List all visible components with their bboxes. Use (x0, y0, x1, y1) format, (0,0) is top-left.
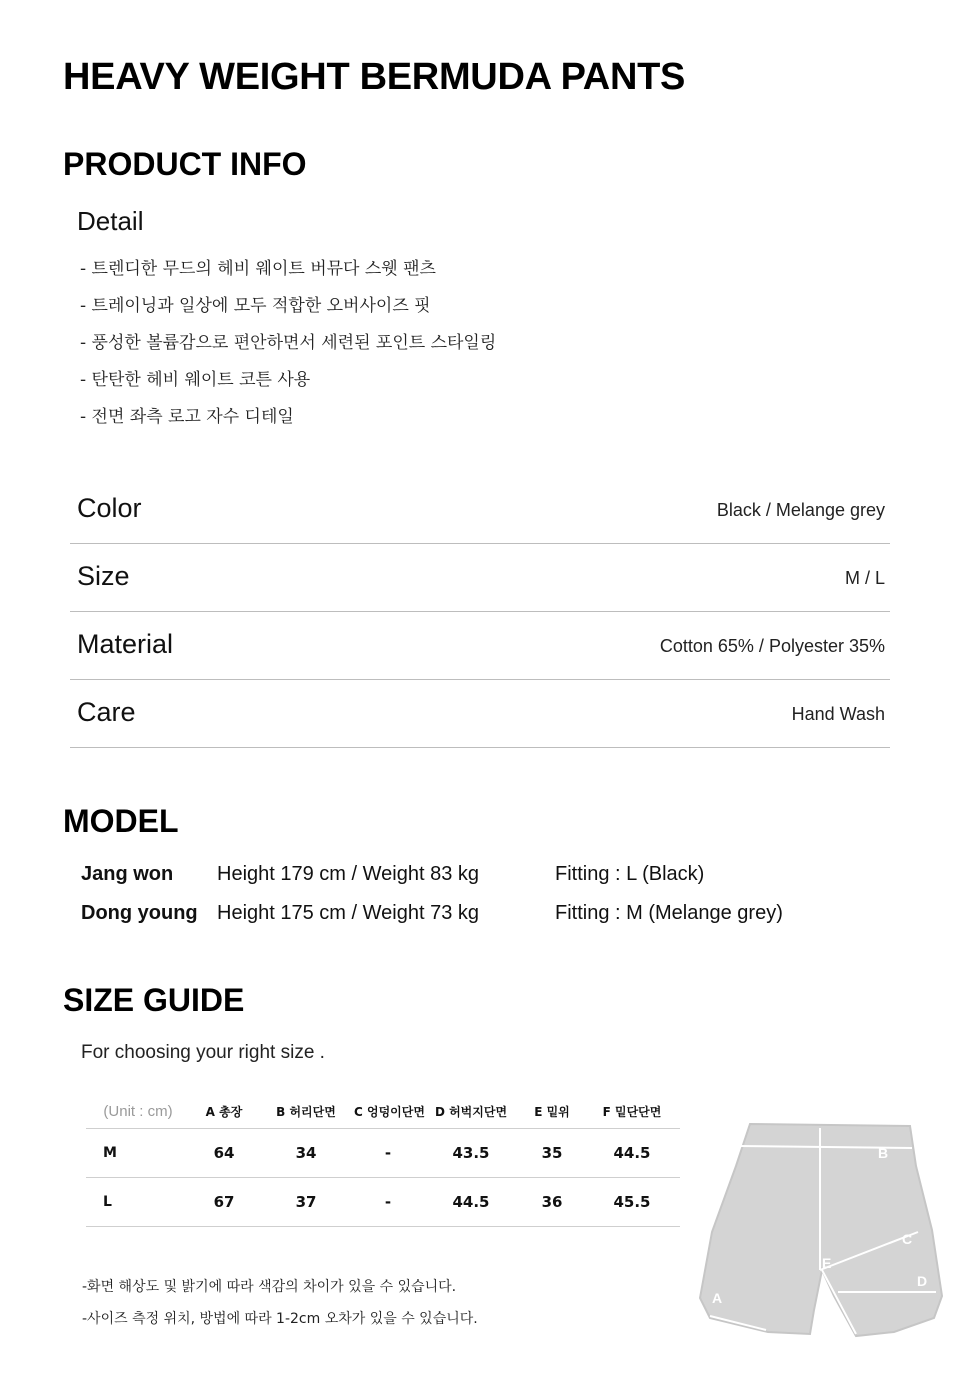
spec-row-size (70, 544, 890, 612)
diagram-label-d: D (917, 1273, 928, 1289)
spec-row-color (70, 476, 890, 544)
spec-row-material (70, 612, 890, 680)
spec-table (70, 476, 890, 748)
column-header: E 밑위 (520, 1094, 584, 1129)
model-fitting: Fitting : M (Melange grey) (555, 902, 783, 924)
model-name: Jang won (81, 863, 174, 885)
model-list (80, 860, 840, 938)
column-header: A 총장 (190, 1094, 258, 1129)
table-cell: 36 (520, 1178, 584, 1227)
detail-item: - 풍성한 볼륨감으로 편안하면서 세련된 포인트 스타일링 (80, 333, 497, 353)
table-cell: 35 (520, 1129, 584, 1178)
product-info-heading: PRODUCT INFO (63, 146, 307, 182)
diagram-label-c: C (902, 1231, 913, 1247)
table-cell: 45.5 (584, 1178, 680, 1227)
diagram-label-f: F (828, 1311, 837, 1327)
detail-item: - 전면 좌측 로고 자수 디테일 (80, 407, 294, 427)
table-cell: 67 (190, 1178, 258, 1227)
table-cell: 44.5 (422, 1178, 520, 1227)
table-cell: 43.5 (422, 1129, 520, 1178)
detail-item: - 탄탄한 헤비 웨이트 코튼 사용 (80, 370, 311, 390)
model-row (80, 899, 840, 938)
table-cell: - (354, 1129, 422, 1178)
table-cell: - (354, 1178, 422, 1227)
detail-heading: Detail (77, 206, 144, 236)
spec-label: Material (77, 629, 174, 659)
spec-row-care (70, 680, 890, 748)
size-notes (82, 1274, 478, 1338)
column-header: B 허리단면 (258, 1094, 354, 1129)
size-table (86, 1094, 680, 1227)
spec-value: Black / Melange grey (716, 500, 885, 520)
diagram-label-e: E (822, 1255, 832, 1271)
spec-value: Cotton 65% / Polyester 35% (659, 636, 885, 656)
table-cell: 37 (258, 1178, 354, 1227)
detail-item: - 트렌디한 무드의 헤비 웨이트 버뮤다 스웻 팬츠 (80, 259, 436, 279)
column-header: F 밑단단면 (584, 1094, 680, 1129)
table-row (86, 1129, 680, 1178)
table-cell: 64 (190, 1129, 258, 1178)
spec-label: Care (77, 697, 136, 727)
detail-list (80, 256, 496, 441)
note-item: -화면 해상도 및 밝기에 따라 색감의 차이가 있을 수 있습니다. (82, 1279, 457, 1295)
spec-label: Color (77, 493, 142, 523)
column-header: D 허벅지단면 (422, 1094, 520, 1129)
size-label: M (86, 1129, 190, 1178)
diagram-label-b: B (878, 1145, 889, 1161)
table-cell: 44.5 (584, 1129, 680, 1178)
column-header: C 엉덩이단면 (354, 1094, 422, 1129)
size-label: L (86, 1178, 190, 1227)
note-item: -사이즈 측정 위치, 방법에 따라 1-2cm 오차가 있을 수 있습니다. (82, 1311, 478, 1327)
model-stats: Height 175 cm / Weight 73 kg (217, 902, 479, 924)
table-row (86, 1178, 680, 1227)
unit-label: (Unit : cm) (86, 1094, 190, 1129)
diagram-label-a: A (712, 1290, 723, 1306)
spec-label: Size (77, 561, 130, 591)
model-stats: Height 179 cm / Weight 83 kg (217, 863, 479, 885)
size-guide-heading: SIZE GUIDE (63, 982, 245, 1018)
model-row (80, 860, 840, 899)
size-table-header (86, 1094, 680, 1129)
detail-item: - 트레이닝과 일상에 모두 적합한 오버사이즈 핏 (80, 296, 431, 316)
model-heading: MODEL (63, 803, 179, 839)
shorts-diagram (698, 1120, 948, 1340)
model-name: Dong young (81, 902, 198, 924)
model-fitting: Fitting : L (Black) (555, 863, 705, 885)
page-title: HEAVY WEIGHT BERMUDA PANTS (63, 56, 686, 98)
spec-value: M / L (844, 568, 885, 588)
size-guide-subtitle: For choosing your right size . (81, 1042, 325, 1063)
table-cell: 34 (258, 1129, 354, 1178)
spec-value: Hand Wash (791, 704, 885, 724)
